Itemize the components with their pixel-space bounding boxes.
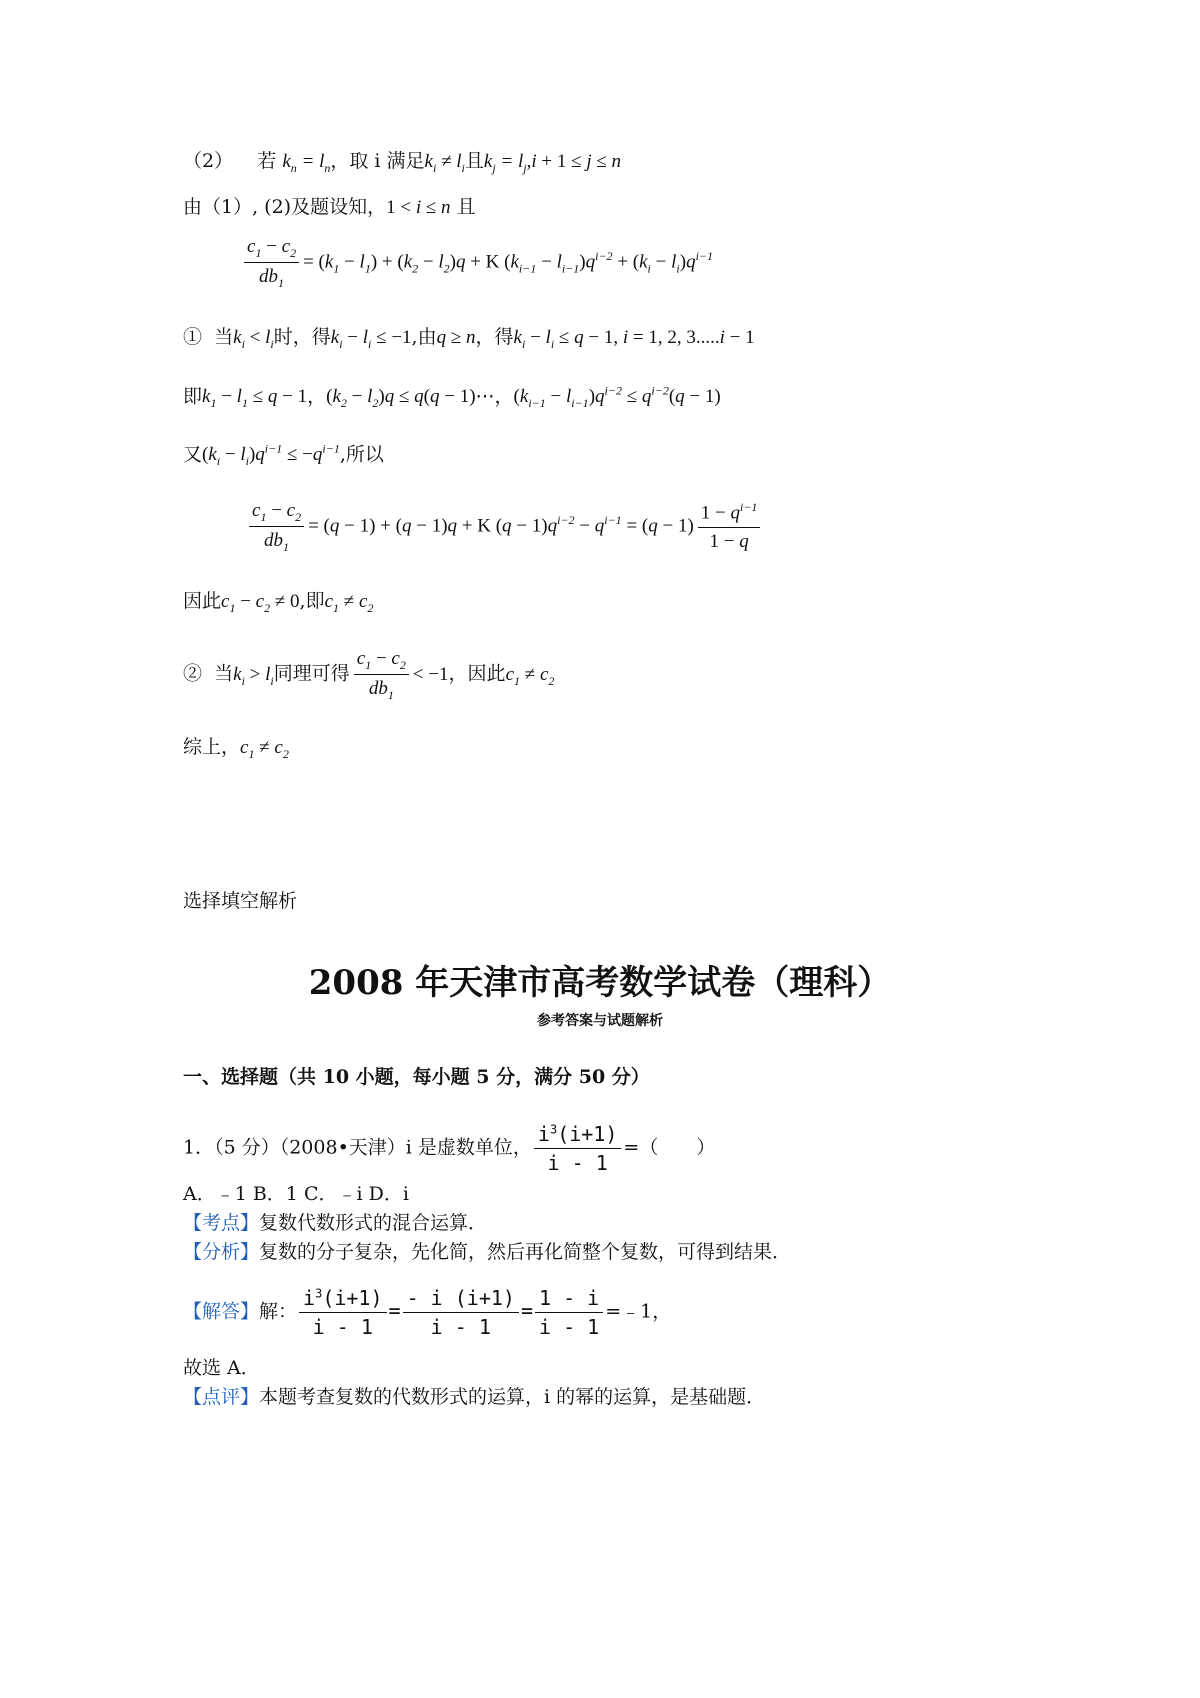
fenxi-line: 【分析】复数的分子复杂，先化简，然后再化简整个复数，可得到结果．: [183, 1241, 792, 1263]
jieda-line: 【解答】解： $\frac{i^3(i+1)}{i - 1}$ = $\frac{- i (i+1)}{i - 1}$ = $\frac{1 - i}{i - 1}$ =﹣1，: [183, 1286, 672, 1339]
condition-line: 由（1）, (2)及题设知，1 < i ≤ n 且: [183, 196, 476, 218]
case-2-line: ② 当$k_i > l_i$同理可得 $\frac{c_1 - c_2}{db_1}$ < −1，因此$c_1 \ne c_2$: [183, 648, 555, 702]
case-1-line: ① 当$k_i < l_i$时，得$k_i - l_i \le -1$,由q ≥ n，得$k_i - l_i \le q - 1$, i = 1, 2, 3.....i − 1: [183, 326, 755, 351]
equation-2: $\frac{c_1 - c_2}{db_1}$ = (q − 1) + (q − 1)q + K $(q - 1)q^{i-2} - q^{i-1} = (q - 1)$ $\frac{1 - q^{i-1}}{1 - q}$: [245, 500, 764, 554]
solution-case-2-line: （2） 若 $k_n = l_n$，取 i 满足$k_i \ne l_i$且$k_j = l_j,i + 1 \le j \le n$: [183, 150, 622, 175]
page-title: 2008 年天津市高考数学试卷（理科）: [308, 963, 892, 1003]
dianping-line: 【点评】本题考查复数的代数形式的运算，i 的幂的运算，是基础题．: [183, 1386, 766, 1408]
equation-1: $\frac{c_1 - c_2}{db_1}$ = $(k_1 - l_1) + (k_2 - l_2)q + K$ $(k_{i-1} - l_{i-1})q^{i-2} + (k_i - l_i)q^{i-1}$: [240, 236, 713, 290]
kaodian-line: 【考点】复数代数形式的混合运算．: [183, 1212, 488, 1234]
additional-inequality-line: 又$(k_i - l_i)q^{i-1} \le -q^{i-1}$,所以: [183, 442, 384, 469]
final-conclusion-line: 综上，$c_1 \ne c_2$: [183, 736, 289, 761]
kaodian-tag: 【考点】: [183, 1212, 260, 1234]
inequality-chain-line: 即$k_1 - l_1 \le q - 1$，$(k_2 - l_2)q \le q(q$ − 1)⋯，$(k_{i-1} - l_{i-1})q^{i-2} \le q^{i-2}(q - 1)$: [183, 384, 721, 411]
conclusion-case-1-line: 因此$c_1 - c_2 \ne 0$,即$c_1 \ne c_2$: [183, 590, 374, 615]
dianping-tag: 【点评】: [183, 1386, 260, 1408]
question-1-options: A．﹣1 B．1 C．﹣i D．i: [183, 1183, 409, 1205]
page-subtitle: 参考答案与试题解析: [537, 1013, 663, 1029]
question-1-stem: 1．（5 分）（2008•天津）i 是虚数单位， $\frac{i^3(i+1)}{i - 1}$ =（ ）: [183, 1122, 716, 1175]
jieda-tag: 【解答】: [183, 1300, 260, 1323]
guxuan-line: 故选 A．: [183, 1357, 260, 1379]
part-1-heading: 一、选择题（共 10 小题，每小题 5 分，满分 50 分）: [183, 1066, 650, 1088]
fenxi-tag: 【分析】: [183, 1241, 260, 1263]
section-label: 选择填空解析: [183, 890, 298, 912]
